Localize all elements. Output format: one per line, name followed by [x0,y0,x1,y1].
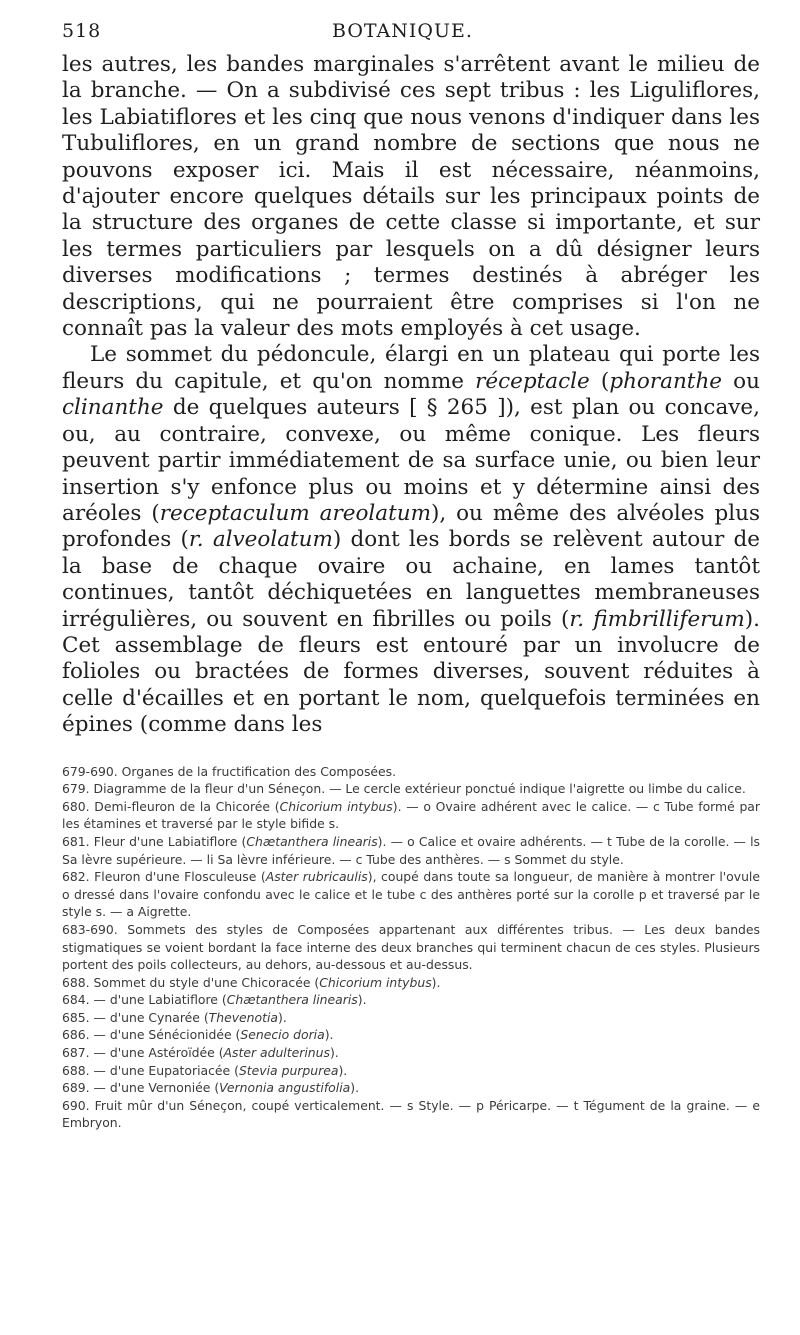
species-name: Thevenotia [208,1009,279,1025]
caption-690: 690. Fruit mûr d'un Séneçon, coupé verticalement. — s Style. — p Péricarpe. — t Tégument de la graine. — e Embryon. [62,1097,760,1131]
text-run: ). [324,1027,334,1043]
species-name: Senecio doria [240,1027,325,1043]
caption-684 [62,991,760,1009]
text-run: ( [589,368,610,394]
text-run: ). [431,974,441,990]
text-run: ). Cet assemblage de fleurs est entouré par un involucre de folioles ou bractées de formes diverses, souvent réduites à celle d'écailles et en portant le nom, quelquefois terminées en épines (comme dans les [62,606,760,738]
caption-686 [62,1026,760,1044]
caption-681 [62,833,760,868]
text-run: ). [357,992,367,1008]
term-alveolatum: r. alveolatum [188,527,333,553]
term-fimbrilliferum: r. fimbrilliferum [569,606,745,632]
text-run: 681. Fleur d'une Labiatiflore ( [62,833,247,849]
text-run: ). [329,1045,339,1061]
page-number: 518 [62,20,102,42]
caption-689 [62,1079,760,1097]
text-run: ). [338,1062,348,1078]
paragraph-2 [62,342,760,738]
text-run: ). [278,1009,287,1025]
species-name: Chætanthera linearis [226,992,358,1008]
caption-687 [62,1044,760,1062]
text-run: 689. — d'une Vernoniée ( [62,1080,220,1096]
text-run: 684. — d'une Labiatiflore ( [62,992,227,1008]
running-title: BOTANIQUE. [332,20,473,42]
text-run: ), ou même des alvéoles plus profondes ( [62,500,761,553]
caption-688 [62,974,760,992]
caption-688b [62,1062,760,1080]
text-run: 680. Demi-fleuron de la Chicorée ( [62,798,280,814]
text-run: ). — o Calice et ovaire adhérents. — t Tube de la corolle. — ls Sa lèvre supérieure. — li Sa lèvre inférieure. — c Tube des anthères. — s Sommet du style. [62,833,761,867]
main-text [62,52,760,739]
term-phoranthe: phoranthe [609,368,723,394]
text-run: 688. — d'une Eupatoriacée ( [62,1062,239,1078]
caption-682 [62,868,760,921]
page-header [62,18,760,48]
species-name: Chicorium intybus [279,798,393,814]
text-run: 682. Fleuron d'une Flosculeuse ( [62,869,266,885]
text-run: 686. — d'une Sénécionidée ( [62,1027,241,1043]
text-run: ). — o Ovaire adhérent avec le calice. — c Tube formé par les étamines et traversé par le style bifide s. [62,798,760,832]
caption-679: 679. Diagramme de la fleur d'un Séneçon. — Le cercle extérieur ponctué indique l'aigrette ou limbe du calice. [62,781,746,797]
figure-captions [62,763,760,1132]
text-run: Le sommet du pédoncule, élargi en un plateau qui porte les fleurs du capitule, et qu'on nomme [62,342,760,394]
species-name: Chicorium intybus [319,974,432,990]
text-run: ) dont les bords se relèvent autour de la base de chaque ovaire ou achaine, en lames tantôt continues, tantôt déchiquetées en languettes membraneuses irrégulières, ou souvent en fibrilles ou poils ( [62,527,760,632]
term-areolatum: receptaculum areolatum [159,500,431,526]
caption-679-690: 679-690. Organes de la fructification des Composées. [62,763,397,779]
text-run: 685. — d'une Cynarée ( [62,1009,209,1025]
text-run: 687. — d'une Astéroïdée ( [62,1045,224,1061]
species-name: Vernonia angustifolia [219,1080,351,1096]
caption-680 [62,798,760,833]
term-receptacle: réceptacle [475,368,590,394]
text-run: ou [722,368,760,394]
species-name: Aster adulterinus [223,1045,330,1061]
term-clinanthe: clinanthe [62,395,164,421]
text-run: de quelques auteurs [ § 265 ]), est plan ou concave, ou, au contraire, convexe, ou même conique. Les fleurs peuvent partir immédiatement de sa surface unie, ou bien leur insertion s'y enfonce plus ou moins et y détermine ainsi des aréoles ( [62,395,760,526]
paragraph-1: les autres, les bandes marginales s'arrêtent avant le milieu de la branche. — On a subdivisé ces sept tribus : les Liguliflores, les Labiatiflores et les cinq que nous venons d'indiquer dans les Tubuliflores, en un grand nombre de sections que nous ne pouvons exposer ici. Mais il est nécessaire, néanmoins, d'ajouter encore quelques détails sur les principaux points de la structure des organes de cette classe si importante, et sur les termes particuliers par lesquels on a dû désigner leurs diverses modifications ; termes destinés à abréger les descriptions, qui ne pourraient être comprises si l'on ne connaît pas la valeur des mots employés à cet usage. [62,52,760,342]
caption-685 [62,1009,760,1027]
text-run: ). [350,1080,360,1096]
text-run: ), coupé dans toute sa longueur, de manière à montrer l'ovule o dressé dans l'ovaire confondu avec le calice et le tube c des anthères porté sur la corolle p et traversé par le style s. — a Aigrette. [62,869,760,920]
text-run: 688. Sommet du style d'une Chicoracée ( [62,974,320,990]
species-name: Stevia purpurea [238,1062,339,1078]
caption-683-690: 683-690. Sommets des styles de Composées appartenant aux différentes tribus. — Les deux bandes stigmatiques se voient bordant la face interne des deux branches qui terminent chacun de ces styles. Plusieurs portent des poils collecteurs, au dehors, au-dessous et au-dessus. [62,921,760,973]
species-name: Aster rubricaulis [265,869,368,885]
species-name: Chætanthera linearis [246,833,378,849]
